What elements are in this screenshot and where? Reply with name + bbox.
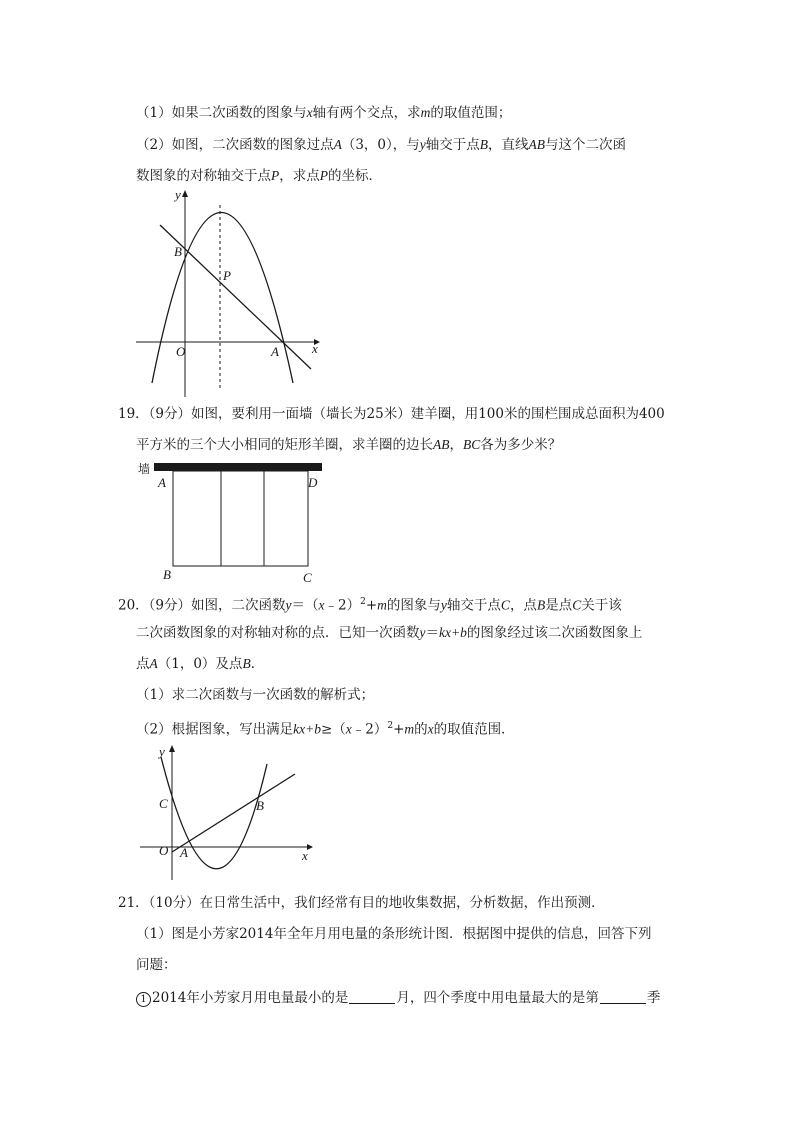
q20-label-B: B xyxy=(256,798,264,813)
q19-line2: 平方米的三个大小相同的矩形羊圈，求羊圈的边长AB，BC各为多少米？ xyxy=(136,437,562,453)
q20-part1: （1）求二次函数与一次函数的解析式； xyxy=(136,687,375,703)
q21-line1: 21．（10分）在日常生活中，我们经常有目的地收集数据，分析数据，作出预测． xyxy=(118,895,605,911)
q21-line3: 问题： xyxy=(136,957,177,973)
q18-label-A: A xyxy=(271,344,279,359)
q20-line3: 点A（1，0）及点B． xyxy=(136,656,265,672)
answer-blank-2[interactable] xyxy=(600,989,646,1004)
q21-line2: （1）图是小芳家2014年全年月用电量的条形统计图．根据图中提供的信息，回答下列 xyxy=(136,926,652,942)
q19-figure xyxy=(136,458,336,586)
q18-y-arrow xyxy=(182,190,188,197)
q18-label-P: P xyxy=(223,268,231,283)
q20-y-arrow xyxy=(169,745,175,752)
q19-label-wall: 墙 xyxy=(138,462,151,476)
q18-figure xyxy=(130,185,330,400)
q19-label-A: A xyxy=(158,475,166,490)
circled-number: 1 xyxy=(136,992,151,1007)
answer-blank-1[interactable] xyxy=(349,989,395,1004)
q18-label-B: B xyxy=(174,244,182,259)
q20-parabola xyxy=(161,757,267,869)
q20-x-arrow xyxy=(307,844,313,850)
q19-label-B: B xyxy=(163,567,171,582)
q19-pen-outline xyxy=(173,471,308,566)
q19-label-C: C xyxy=(303,570,312,585)
q20-label-y: y xyxy=(159,744,165,759)
q20-part2: （2）根据图象，写出满足kx+b≥（x﹣2）$^2$+m的x的取值范围． xyxy=(136,721,515,738)
q19-wall xyxy=(154,463,322,471)
q20-figure xyxy=(135,742,320,882)
q20-label-A: A xyxy=(180,845,188,860)
q20-label-C: C xyxy=(159,796,168,811)
q18-part1-line: （1）如果二次函数的图象与x轴有两个交点，求m的取值范围； xyxy=(136,105,512,121)
q20-label-O: O xyxy=(159,843,169,858)
q18-label-x: x xyxy=(312,341,318,356)
q20-line-AB xyxy=(172,774,295,852)
q21-line4: 1 2014年小芳家月用电量最小的是 月，四个季度中用电量最大的是第 季 xyxy=(136,988,660,1008)
q20-line1: 20．（9分）如图，二次函数y＝（x﹣2）$^2$+m的图象与y轴交于点C，点B是点C关于该 xyxy=(118,597,622,614)
q19-line1: 19．（9分）如图，要利用一面墙（墙长为25米）建羊圈，用100米的围栏围成总面积为400 xyxy=(118,406,665,422)
q18-part2-line2: 数图象的对称轴交于点P，求点P的坐标． xyxy=(136,168,382,184)
q18-label-O: O xyxy=(176,344,186,359)
q18-label-y: y xyxy=(175,187,181,202)
q18-part2-line: （2）如图，二次函数的图象过点A（3，0），与y轴交于点B，直线AB与这个二次函 xyxy=(136,137,627,153)
q20-label-x: x xyxy=(302,848,308,863)
q20-line2: 二次函数图象的对称轴对称的点．已知一次函数y＝kx+b的图象经过该二次函数图象上 xyxy=(136,625,643,641)
q19-label-D: D xyxy=(308,475,318,490)
